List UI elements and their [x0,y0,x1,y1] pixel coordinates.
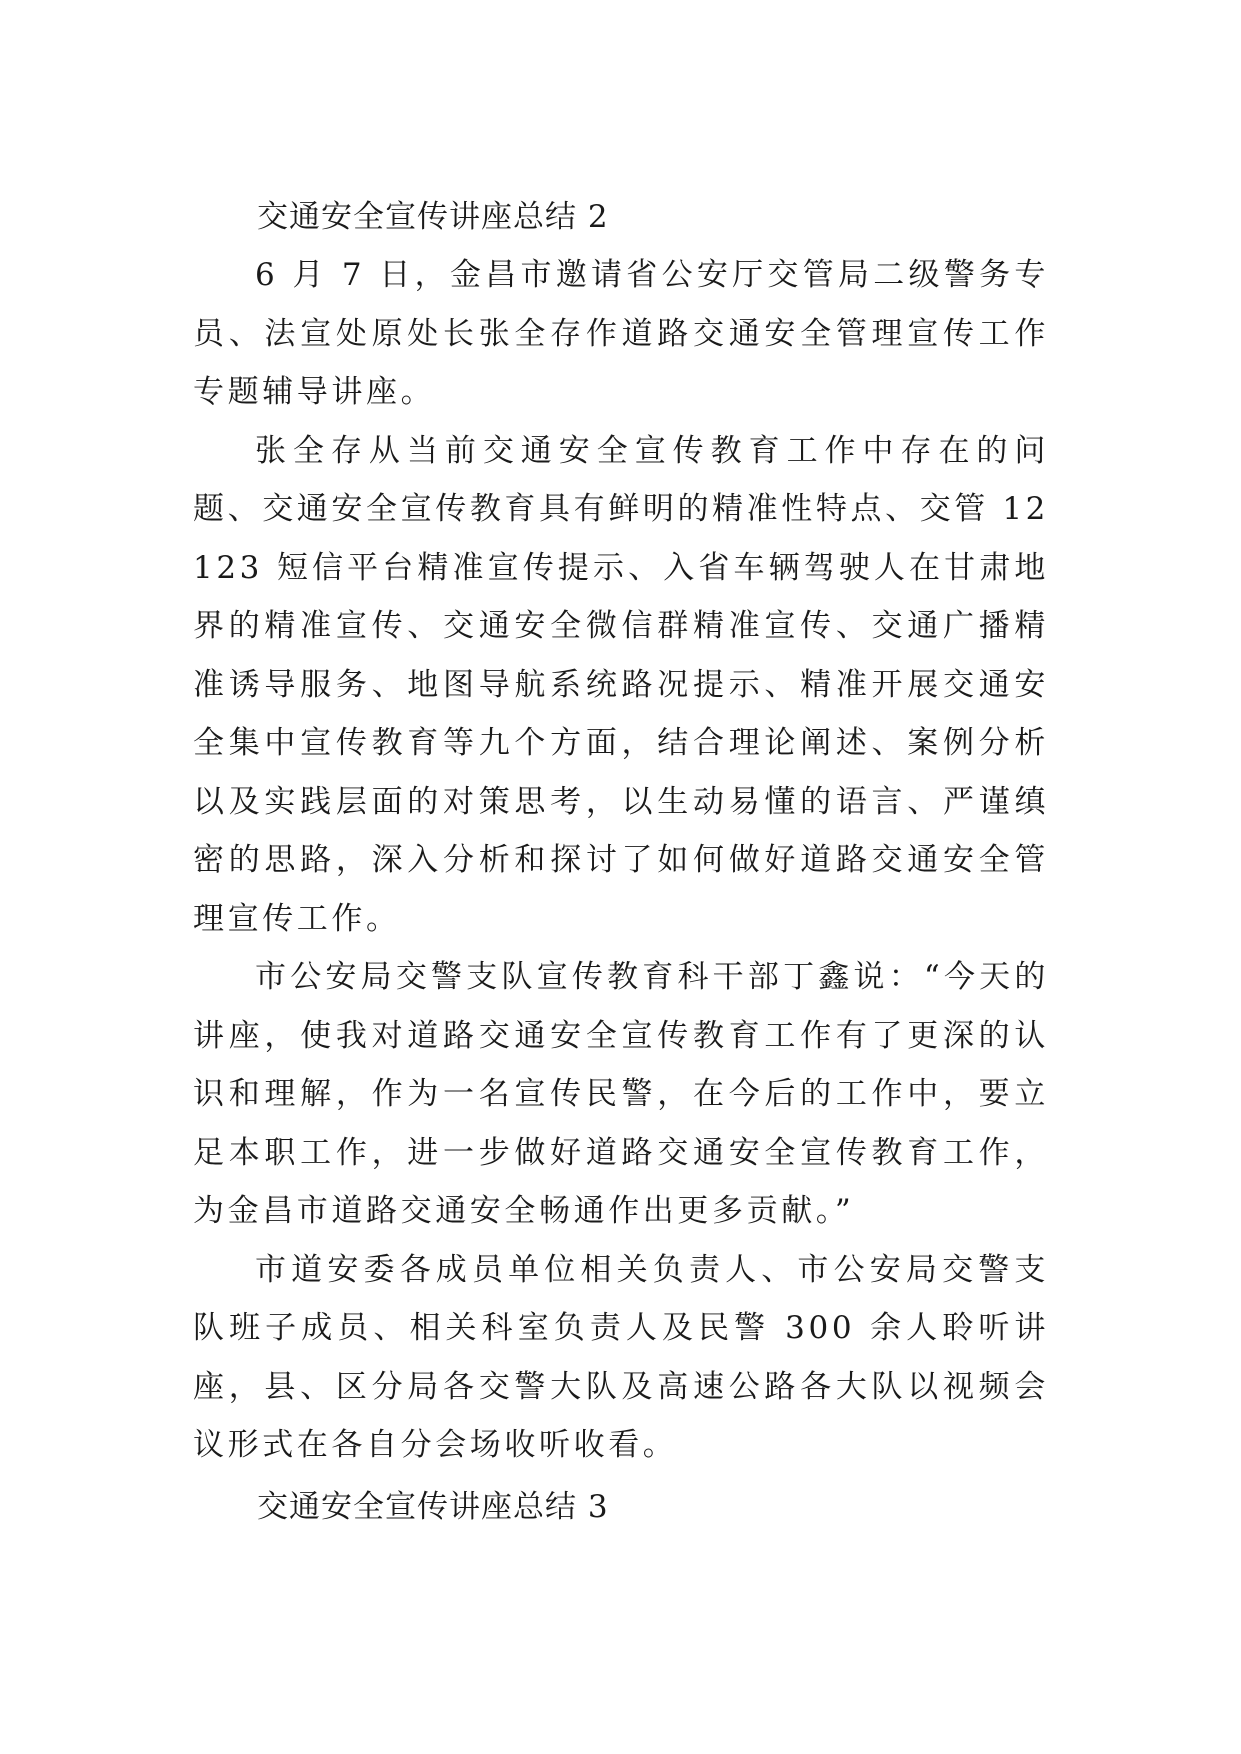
section-2 [193,188,1049,1475]
paragraph-lecture-content: 张全存从当前交通安全宣传教育工作中存在的问题、交通安全宣传教育具有鲜明的精准性特点、交管 12123 短信平台精准宣传提示、入省车辆驾驶人在甘肃地界的精准宣传、交通安全微信群精准宣传、交通广播精准诱导服务、地图导航系统路况提示、精准开展交通安全集中宣传教育等九个方面，结合理论阐述、案例分析以及实践层面的对策思考，以生动易懂的语言、严谨缜密的思路，深入分析和探讨了如何做好道路交通安全管理宣传工作。 [193,432,1049,937]
section-2-title: 交通安全宣传讲座总结 2 [257,199,609,235]
section-3-title: 交通安全宣传讲座总结 3 [257,1489,609,1525]
paragraph-lecture-intro: 6 月 7 日，金昌市邀请省公安厅交管局二级警务专员、法宣处原处长张全存作道路交通安全管理宣传工作专题辅导讲座。 [193,257,1049,410]
paragraph-attendance: 市道安委各成员单位相关负责人、市公安局交警支队班子成员、相关科室负责人及民警 300 余人聆听讲座，县、区分局各交警大队及高速公路各大队以视频会议形式在各自分会场收听收看。 [193,1251,1049,1463]
paragraph-attendee-quote: 市公安局交警支队宣传教育科干部丁鑫说：“今天的讲座，使我对道路交通安全宣传教育工作有了更深的认识和理解，作为一名宣传民警，在今后的工作中，要立足本职工作，进一步做好道路交通安全宣传教育工作，为金昌市道路交通安全畅通作出更多贡献。” [193,959,1049,1229]
